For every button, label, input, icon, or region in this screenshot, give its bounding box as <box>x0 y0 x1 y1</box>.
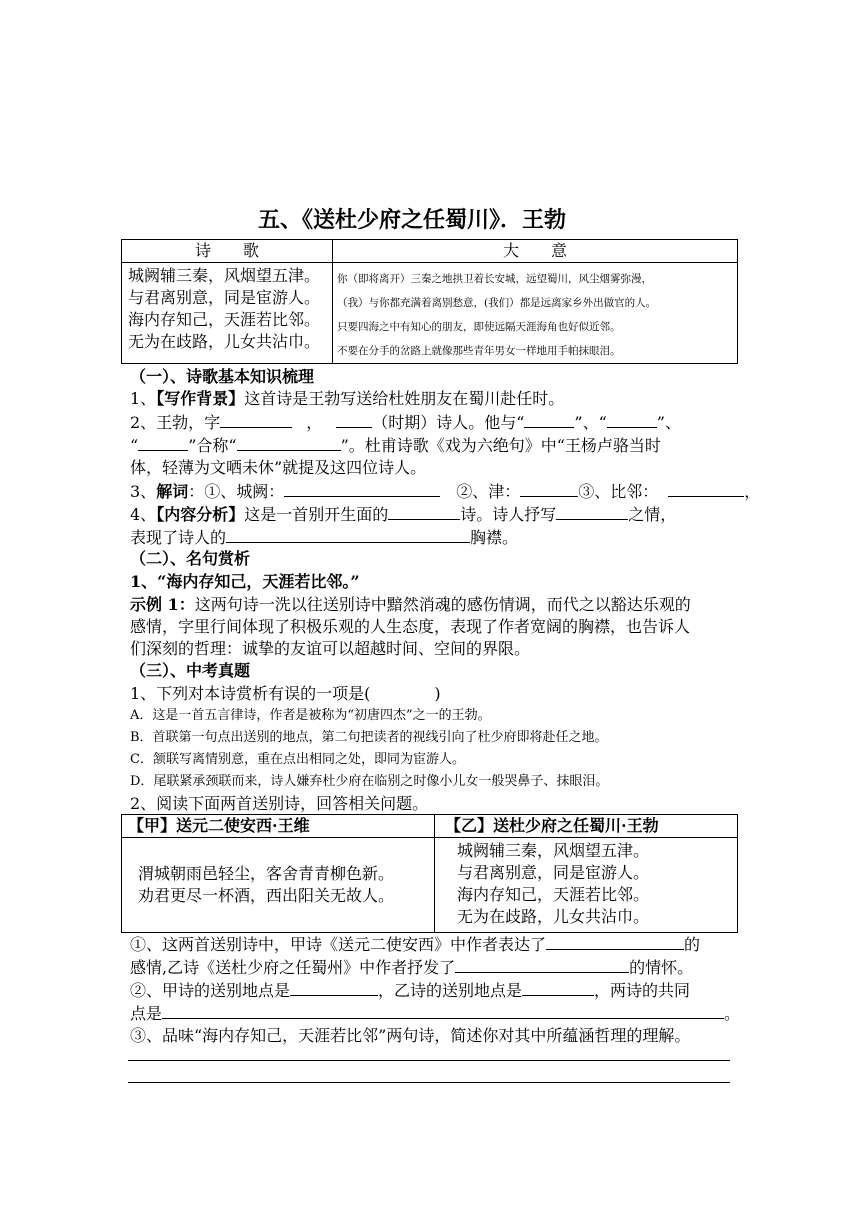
blank-field[interactable] <box>522 979 594 996</box>
example-text: 这两句诗一洗以往送别诗中黯然消魂的感伤情调，而代之以豁达乐观的 <box>194 595 691 614</box>
q-text: ，乙诗的送别地点是 <box>378 981 523 1000</box>
option-d: D．尾联紧承颈联而来，诗人嫌弃杜少府在临别之时像小儿女一般哭鼻子、抹眼泪。 <box>130 774 609 789</box>
blank-field[interactable] <box>138 434 188 451</box>
answer-line[interactable] <box>128 1060 730 1061</box>
poem-a-title: 【甲】送元二使安西·王维 <box>122 815 435 838</box>
blank-field[interactable] <box>607 411 657 428</box>
example-line <box>130 594 691 616</box>
sub-question-2-line-1 <box>130 979 690 1002</box>
blank-field[interactable] <box>668 480 744 497</box>
q-text: 3、 <box>130 482 157 501</box>
question-2-line-1 <box>130 411 681 434</box>
q-text: ”、 <box>656 413 681 432</box>
blank-field[interactable] <box>520 480 578 497</box>
blank-field[interactable] <box>336 411 372 428</box>
q-text: ②、津： <box>456 482 521 501</box>
poem-line: 无为在歧路，儿女共沾巾。 <box>128 332 321 351</box>
question-2-line-2 <box>130 434 661 457</box>
q-tag: 解词 <box>156 482 189 501</box>
blank-field[interactable] <box>237 434 341 451</box>
blank-field[interactable] <box>162 1002 724 1019</box>
q-text: 。 <box>724 1004 741 1023</box>
q-text: 这首诗是王勃写送给杜姓朋友在蜀川赴任时。 <box>244 389 565 408</box>
poem-line: 城阙辅三秦，风烟望五津。 <box>457 841 650 860</box>
q-text: 点是 <box>130 1004 163 1023</box>
blank-field[interactable] <box>455 956 629 973</box>
poem-a-body <box>122 838 435 933</box>
meaning-line: 只要四海之中有知心的朋友，即使远隔天涯海角也好似近邻。 <box>337 321 621 333</box>
q-text: ”。杜甫诗歌《戏为六绝句》中“王杨卢骆当时 <box>340 436 661 455</box>
option-c: C．颔联写离情别意，重在点出相同之处，即同为宦游人。 <box>130 752 465 767</box>
answer-line[interactable] <box>128 1082 730 1083</box>
example-line: 们深刻的哲理：诚挚的友谊可以超越时间、空间的界限。 <box>130 639 531 658</box>
q-text: 诗。诗人抒写 <box>460 505 557 524</box>
q-text: ， <box>744 482 761 501</box>
sub-question-2-line-2 <box>130 1002 740 1025</box>
q-text: ，两诗的共同 <box>594 981 691 1000</box>
poem-lines-cell <box>122 263 333 364</box>
q-text: ”合称“ <box>188 436 237 455</box>
option-a: A．这是一首五言律诗，作者是被称为“初唐四杰”之一的王勃。 <box>130 708 491 723</box>
example-line: 感情，字里行间体现了积极乐观的人生态度，表现了作者宽阔的胸襟，也告诉人 <box>130 617 691 636</box>
header-meaning: 大 意 <box>333 240 738 263</box>
poem-line: 与君离别意，同是宦游人。 <box>128 288 321 307</box>
q-text: 的情怀。 <box>629 958 694 977</box>
poem-line: 海内存知己，天涯若比邻。 <box>457 885 650 904</box>
poem-line: 与君离别意，同是宦游人。 <box>457 863 650 882</box>
famous-line: 1、“海内存知己，天涯若比邻。” <box>130 572 360 591</box>
q-text: （时期）诗人。他与“ <box>372 413 525 432</box>
q-text: 这是一首别开生面的 <box>244 505 389 524</box>
q-text: 胸襟。 <box>470 528 519 547</box>
q-number: 1、 <box>130 389 157 408</box>
blank-field[interactable] <box>226 526 470 543</box>
q-text: ②、甲诗的送别地点是 <box>130 981 291 1000</box>
poem-line: 海内存知己，天涯若比邻。 <box>128 310 321 329</box>
comparison-table <box>121 814 738 933</box>
section-heading: （三）、中考真题 <box>130 661 251 680</box>
blank-field[interactable] <box>388 503 460 520</box>
blank-field[interactable] <box>524 411 574 428</box>
section-heading: （一）、诗歌基本知识梳理 <box>130 367 315 386</box>
q-text: 的 <box>684 935 701 954</box>
question-1 <box>130 388 564 410</box>
blank-field[interactable] <box>546 933 684 950</box>
poem-b-body <box>435 838 738 933</box>
section-heading: （二）、名句赏析 <box>130 549 251 568</box>
q-text: ①、这两首送别诗中，甲诗《送元二使安西》中作者表达了 <box>130 935 547 954</box>
q-text: “ <box>130 436 139 455</box>
sub-question-1-line-2 <box>130 956 693 979</box>
question-4-line-1 <box>130 503 676 526</box>
blank-field[interactable] <box>290 979 378 996</box>
sub-question-1-line-1 <box>130 933 700 956</box>
blank-field[interactable] <box>556 503 628 520</box>
meaning-line: 不要在分手的岔路上就像那些青年男女一样地用手帕抹眼泪。 <box>337 345 621 357</box>
question-text: 1、下列对本诗赏析有误的一项是( ) <box>130 684 441 703</box>
meaning-line: （我）与你都充满着离别愁意，(我们）都是远离家乡外出做官的人。 <box>337 297 657 309</box>
blank-field[interactable] <box>284 480 440 497</box>
q-text: 表现了诗人的 <box>130 528 227 547</box>
blank-field[interactable] <box>220 411 292 428</box>
poem-line: 无为在歧路，儿女共沾巾。 <box>457 907 650 926</box>
meaning-lines-cell <box>333 263 738 364</box>
option-b: B．首联第一句点出送别的地点，第二句把读者的视线引向了杜少府即将赴任之地。 <box>130 730 608 745</box>
question-text: 2、阅读下面两首送别诗，回答相关问题。 <box>130 794 429 813</box>
poem-line: 城阙辅三秦，风烟望五津。 <box>128 266 321 285</box>
question-2-line-3: 体，轻薄为文哂未休”就提及这四位诗人。 <box>130 458 427 477</box>
q-text: 2、王勃，字 <box>130 413 221 432</box>
q-text: ， <box>306 413 323 432</box>
q-text: 感情,乙诗《送杜少府之任蜀州》中作者抒发了 <box>130 958 456 977</box>
question-3 <box>130 480 760 503</box>
q-text: ：①、城阙： <box>188 482 285 501</box>
q-tag: 【写作背景】 <box>156 389 245 408</box>
q-text: 之情， <box>628 505 677 524</box>
poem-meaning-table <box>121 239 738 364</box>
example-label: 示例 1： <box>130 595 195 614</box>
meaning-line: 你（即将离开）三秦之地拱卫着长安城，远望蜀川，风尘烟雾弥漫， <box>337 273 652 285</box>
header-poem: 诗 歌 <box>122 240 333 263</box>
q-tag: 【内容分析】 <box>156 505 245 524</box>
question-4-line-2 <box>130 526 518 549</box>
poem-line: 劝君更尽一杯酒，西出阳关无故人。 <box>138 886 395 905</box>
poem-b-title: 【乙】送杜少府之任蜀川·王勃 <box>435 815 738 838</box>
page-title: 五、《送杜少府之任蜀川》．王勃 <box>258 208 567 233</box>
poem-line: 渭城朝雨邑轻尘，客舍青青柳色新。 <box>138 864 395 883</box>
q-text: ”、“ <box>574 413 607 432</box>
sub-question-3: ③、品味“海内存知己，天涯若比邻”两句诗，简述你对其中所蕴涵哲理的理解。 <box>130 1026 691 1045</box>
q-text: ③、比邻： <box>578 482 659 501</box>
q-number: 4、 <box>130 505 157 524</box>
